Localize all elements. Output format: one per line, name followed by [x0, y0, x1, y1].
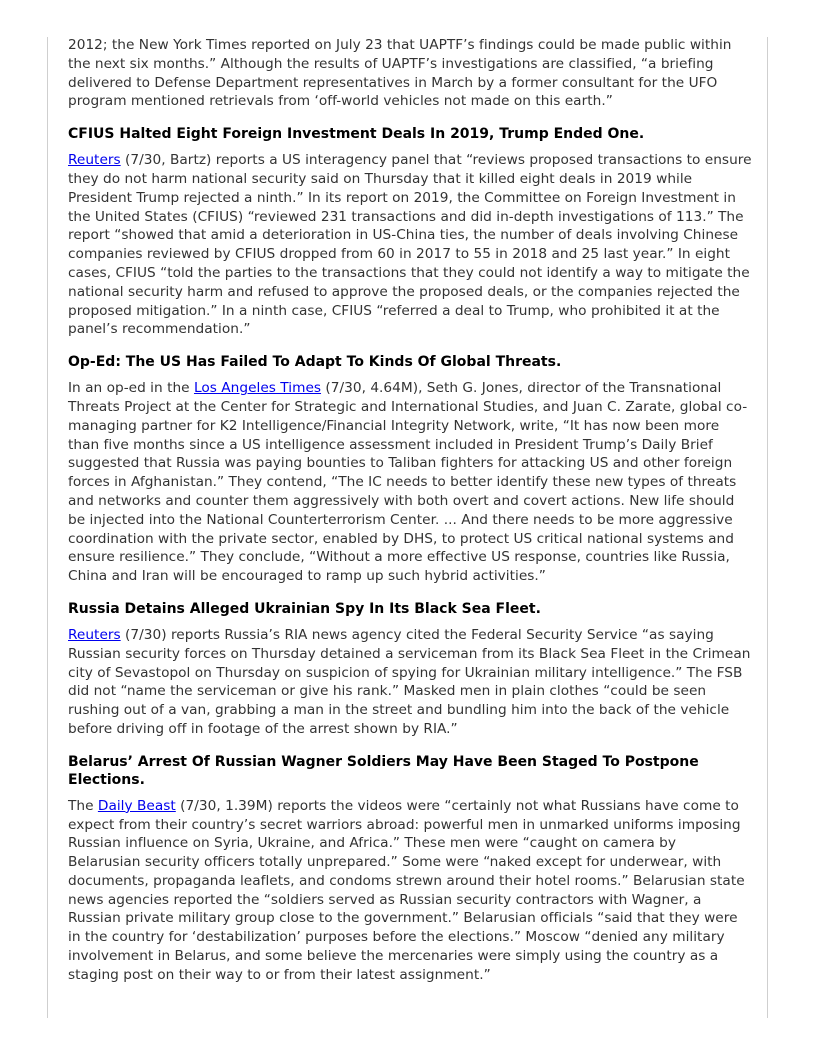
document-body	[68, 36, 752, 985]
article-body	[68, 151, 752, 339]
article-lead: In an op-ed in the	[68, 380, 194, 397]
source-link-los-angeles-times[interactable]: Los Angeles Times	[193, 380, 322, 397]
source-link-daily-beast[interactable]: Daily Beast	[97, 797, 176, 814]
article-belarus-wagner	[68, 753, 752, 985]
article-body	[68, 379, 752, 586]
article-headline: Op-Ed: The US Has Failed To Adapt To Kinds Of Global Threats.	[68, 354, 562, 371]
article-text: (7/30) reports Russia’s RIA news agency cited the Federal Security Service “as saying Russian security forces on Thursday detained a serviceman from its Black Sea Fleet in the Crimean city of Sevastopol on Thursday on suspicion of spying for Ukrainian military intelligence.” The FSB did not “name the serviceman or give his rank.” Masked men in plain clothes “could be seen rushing out of a van, grabbing a man in the street and bundling him into the back of the vehicle before driving off in footage of the arrest shown by RIA.”	[68, 626, 751, 737]
source-link-reuters[interactable]: Reuters	[68, 152, 121, 169]
article-text: (7/30, Bartz) reports a US interagency panel that “reviews proposed transactions to ensure they do not harm national security said on Thursday that it killed eight deals in 2019 while President Trump rejected a ninth.” In its report on 2019, the Committee on Foreign Investment in the United States (CFIUS) “reviewed 231 transactions and did in-depth investigations of 113.” The report “showed that amid a deterioration in US-China ties, the number of deals involving Chinese companies reviewed by CFIUS dropped from 60 in 2017 to 55 in 2018 and 25 last year.” In eight cases, CFIUS “told the parties to the transactions that they could not identify a way to mitigate the national security harm and refused to approve the proposed deals, or the companies rejected the proposed mitigation.” In a ninth case, CFIUS “referred a deal to Trump, who prohibited it at the panel’s recommendation.”	[68, 152, 752, 338]
article-russia-spy	[68, 600, 752, 739]
source-link-reuters[interactable]: Reuters	[68, 626, 121, 643]
intro-paragraph: 2012; the New York Times reported on July 23 that UAPTF’s findings could be made public within the next six months.” Although the results of UAPTF’s investigations are classified, “a briefing delivered to Defense Department representatives in March by a former consultant for the UFO program mentioned retrievals from ‘off-world vehicles not made on this earth.”	[68, 37, 732, 110]
article-cfius	[68, 125, 752, 339]
article-body	[68, 797, 752, 985]
article-text: (7/30, 1.39M) reports the videos were “certainly not what Russians have come to expect from their country’s secret warriors abroad: powerful men in unmarked uniforms imposing Russian influence on Syria, Ukraine, and Africa.” These men were “caught on camera by Belarusian security officers totally unprepared.” Some were “naked except for underwear, with documents, propaganda leaflets, and condoms strewn around their hotel rooms.” Belarusian state news agencies reported the “soldiers served as Russian security contractors with Wagner, a Russian private military group close to the government.” Belarusian officials “said that they were in the country for ‘destabilization’ purposes before the elections.” Moscow “denied any military involvement in Belarus, and some believe the mercenaries were simply using the country as a staging post on their way to or from their latest assignment.”	[68, 797, 745, 983]
article-headline: CFIUS Halted Eight Foreign Investment Deals In 2019, Trump Ended One.	[68, 126, 645, 143]
article-headline: Belarus’ Arrest Of Russian Wagner Soldiers May Have Been Staged To Postpone Elections.	[68, 753, 699, 788]
article-headline: Russia Detains Alleged Ukrainian Spy In Its Black Sea Fleet.	[68, 600, 541, 617]
article-text: (7/30, 4.64M), Seth G. Jones, director of the Transnational Threats Project at the Center for Strategic and International Studies, and Juan C. Zarate, global co-managing partner for K2 Intelligence/Financial Integrity Network, write, “It has now been more than five months since a US intelligence assessment included in President Trump’s Daily Brief suggested that Russia was paying bounties to Taliban fighters for attacking US and other foreign forces in Afghanistan.” They contend, “The IC needs to better identify these new types of threats and networks and counter them aggressively with both overt and covert actions. New life should be injected into the National Counterterrorism Center. ... And there needs to be more aggressive coordination with the private sector, enabled by DHS, to protect US critical national systems and ensure resilience.” They conclude, “Without a more effective US response, countries like Russia, China and Iran will be encouraged to ramp up such hybrid activities.”	[68, 380, 748, 585]
left-margin-rule	[47, 37, 48, 1018]
article-op-ed	[68, 353, 752, 586]
article-lead: The	[68, 797, 98, 814]
right-margin-rule	[767, 37, 768, 1018]
article-body	[68, 626, 752, 739]
